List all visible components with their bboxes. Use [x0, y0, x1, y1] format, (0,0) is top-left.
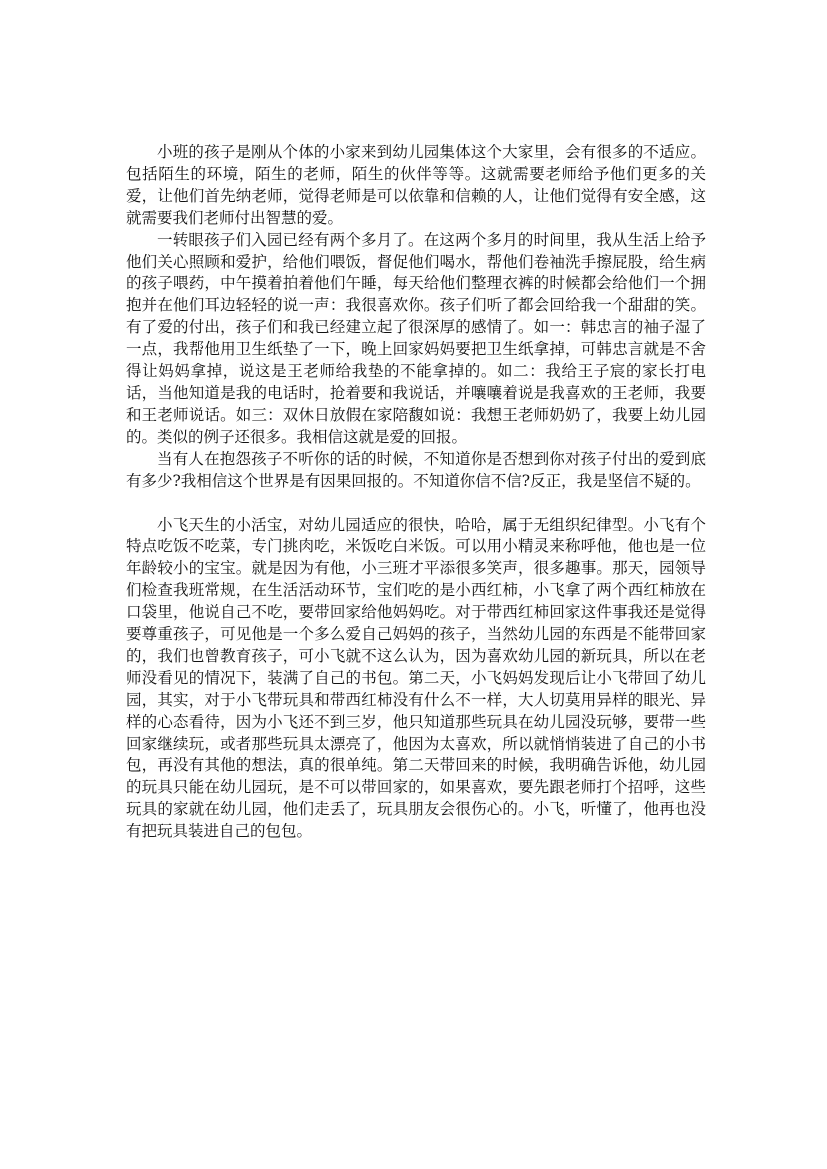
paragraph-xiaofei: 小飞天生的小活宝，对幼儿园适应的很快，哈哈，属于无组织纪律型。小飞有个特点吃饭不吃菜，专门挑肉吃，米饭吃白米饭。可以用小精灵来称呼他，他也是一位年龄较小的宝宝。就是因为有他，小三班才平添很多笑声，很多趣事。那天，园领导们检查我班常规，在生活活动环节，宝们吃的是小西红柿，小飞拿了两个西红柿放在口袋里，他说自己不吃，要带回家给他妈妈吃。对于带西红柿回家这件事我还是觉得要尊重孩子，可见他是一个多么爱自己妈妈的孩子，当然幼儿园的东西是不能带回家的，我们也曾教育孩子，可小飞就不这么认为，因为喜欢幼儿园的新玩具，所以在老师没看见的情况下，装满了自己的书包。第二天，小飞妈妈发现后让小飞带回了幼儿园，其实，对于小飞带玩具和带西红柿没有什么不一样，大人切莫用异样的眼光、异样的心态看待，因为小飞还不到三岁，他只知道那些玩具在幼儿园没玩够，要带一些回家继续玩，或者那些玩具太漂亮了，他因为太喜欢，所以就悄悄装进了自己的小书包，再没有其他的想法，真的很单纯。第二天带回来的时候，我明确告诉他，幼儿园的玩具只能在幼儿园玩，是不可以带回家的，如果喜欢，要先跟老师打个招呼，这些玩具的家就在幼儿园，他们走丢了，玩具朋友会很伤心的。小飞，听懂了，他再也没有把玩具装进自己的包包。 — [126, 515, 706, 841]
paragraph-examples: 一转眼孩子们入园已经有两个多月了。在这两个多月的时间里，我从生活上给予他们关心照顾和爱护，给他们喂饭，督促他们喝水，帮他们卷袖洗手擦屁股，给生病的孩子喂药，中午摸着拍着他们午睡，每天给他们整理衣裤的时候都会给他们一个拥抱并在他们耳边轻轻的说一声：我很喜欢你。孩子们听了都会回给我一个甜甜的笑。有了爱的付出，孩子们和我已经建立起了很深厚的感情了。如一：韩忠言的袖子湿了一点，我帮他用卫生纸垫了一下，晚上回家妈妈要把卫生纸拿掉，可韩忠言就是不舍得让妈妈拿掉，说这是王老师给我垫的不能拿掉的。如二：我给王子宸的家长打电话，当他知道是我的电话时，抢着要和我说话，并嚷嚷着说是我喜欢的王老师，我要和王老师说话。如三：双休日放假在家陪馥如说：我想王老师奶奶了，我要上幼儿园的。类似的例子还很多。我相信这就是爱的回报。 — [126, 230, 706, 446]
paragraph-reflection: 当有人在抱怨孩子不听你的话的时候，不知道你是否想到你对孩子付出的爱到底有多少?我相信这个世界是有因果回报的。不知道你信不信?反正，我是坚信不疑的。 — [126, 449, 706, 490]
paragraph-intro: 小班的孩子是刚从个体的小家来到幼儿园集体这个大家里，会有很多的不适应。包括陌生的环境，陌生的老师，陌生的伙伴等等。这就需要老师给予他们更多的关爱，让他们首先纳老师，觉得老师是可以依靠和信赖的人，让他们觉得有安全感，这就需要我们老师付出智慧的爱。 — [126, 143, 706, 227]
paragraph-spacer — [126, 493, 706, 515]
document-body — [126, 142, 706, 843]
